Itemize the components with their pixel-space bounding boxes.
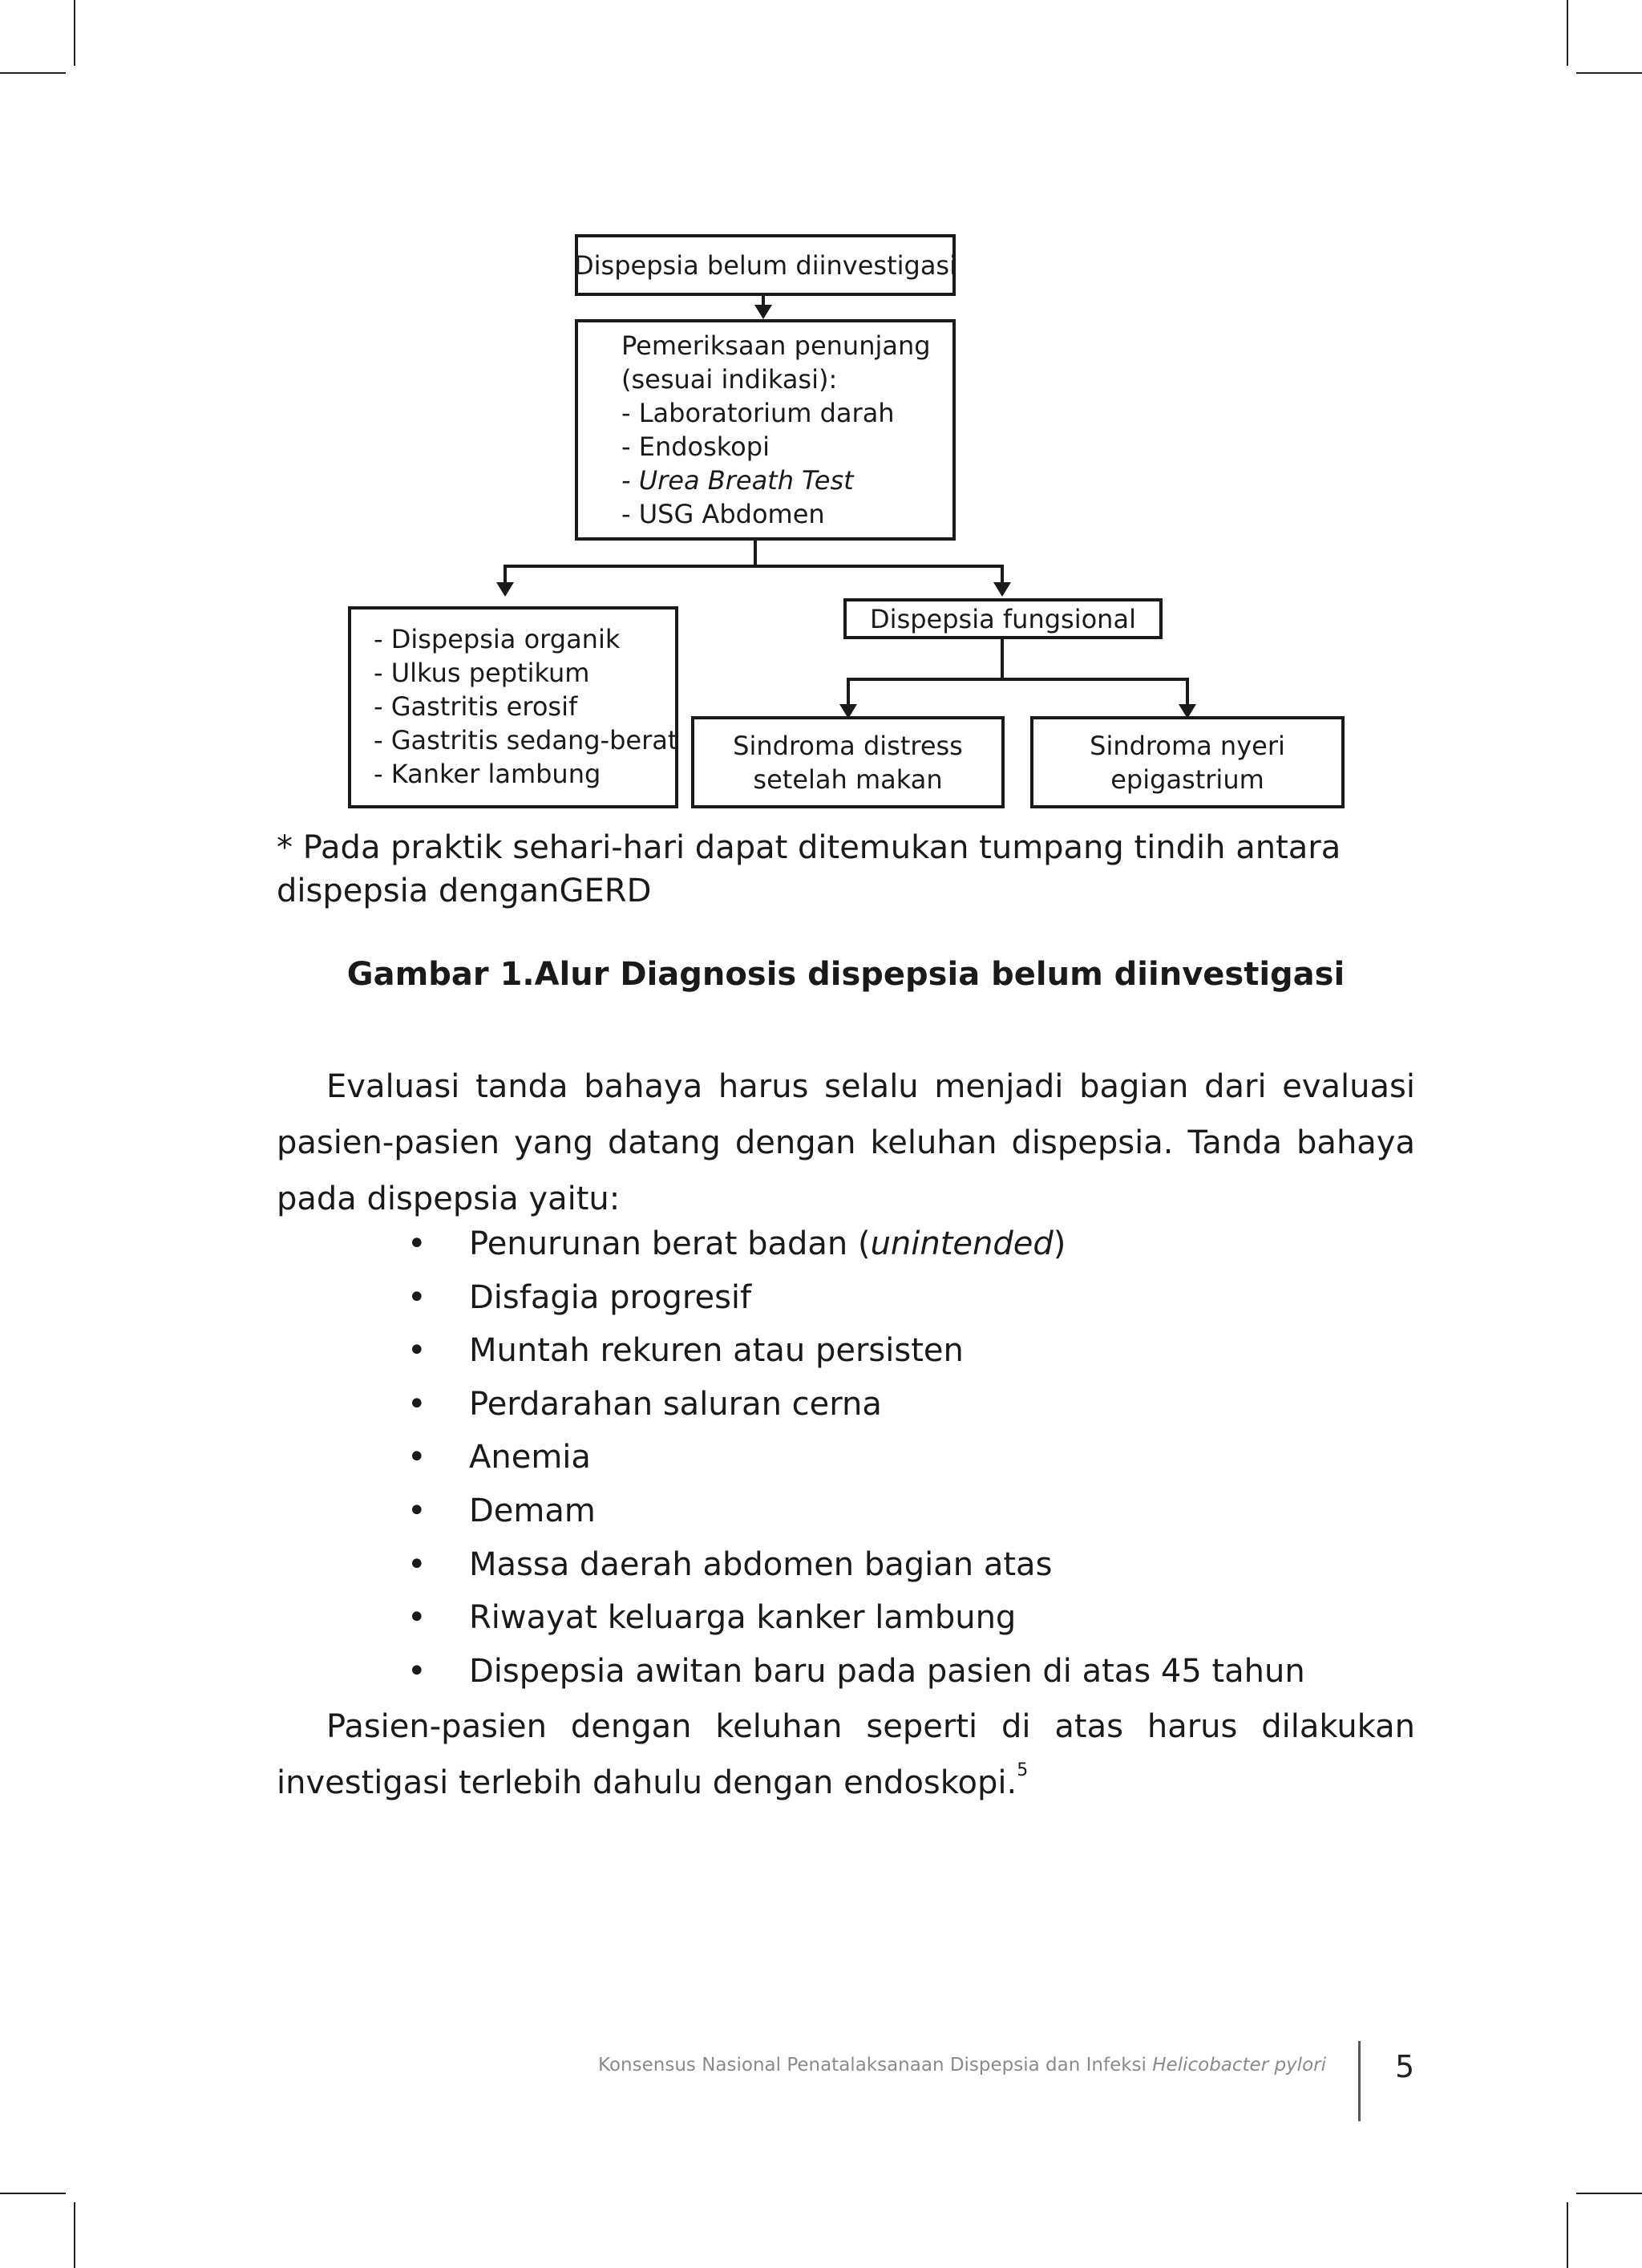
bullet-icon: • (407, 1332, 427, 1370)
eps-line: epigastrium (1110, 763, 1264, 795)
crop-mark (1567, 2202, 1568, 2268)
flow-eps-box (1030, 716, 1345, 808)
list-item: • Massa daerah abdomen bagian atas (401, 1538, 1305, 1592)
exam-item: - USG Abdomen (621, 499, 825, 529)
figure-caption: Gambar 1.Alur Diagnosis dispepsia belum diinvestigasi (346, 956, 1345, 993)
exam-title: Pemeriksaan penunjang (621, 330, 931, 361)
list-item: • Disfagia progresif (401, 1271, 1305, 1325)
exam-item: - Laboratorium darah (621, 398, 895, 428)
exam-item: - Endoskopi (621, 431, 770, 462)
organic-item: - Gastritis sedang-berat (374, 725, 678, 755)
crop-mark (74, 2202, 75, 2268)
bullet-icon: • (407, 1385, 427, 1423)
list-item: • Riwayat keluarga kanker lambung (401, 1591, 1305, 1645)
flow-exam-box (575, 319, 956, 541)
bullet-icon: • (407, 1439, 427, 1476)
exam-item: - Urea Breath Test (621, 465, 854, 496)
paragraph-conclusion (277, 1699, 1415, 1811)
reference-superscript: 5 (1017, 1760, 1029, 1780)
bullet-icon: • (407, 1652, 427, 1690)
crop-mark (0, 2193, 66, 2194)
running-footer: Konsensus Nasional Penatalaksanaan Dispepsia dan Infeksi Helicobacter pylori (598, 2055, 1326, 2076)
list-item: • Anemia (401, 1431, 1305, 1484)
organic-item: - Dispepsia organik (374, 624, 621, 654)
paragraph-intro (277, 1059, 1415, 1227)
crop-mark (1576, 2193, 1642, 2194)
list-item: • Demam (401, 1484, 1305, 1538)
footer-divider (1358, 2041, 1361, 2121)
organic-item: - Kanker lambung (374, 759, 601, 789)
flow-organic-box (348, 606, 678, 808)
eps-line: Sindroma nyeri (1090, 730, 1285, 761)
bullet-icon: • (407, 1545, 427, 1583)
flow-start-box (575, 234, 956, 296)
list-item: • Penurunan berat badan (unintended) (401, 1217, 1305, 1271)
diagnosis-flowchart (0, 0, 1642, 818)
organic-item: - Gastritis erosif (374, 691, 578, 722)
page-number: 5 (1395, 2049, 1415, 2084)
paragraph-intro-text: Evaluasi tanda bahaya harus selalu menjadi bagian dari evaluasi pasien-pasien yang datang dengan keluhan dispepsia. Tanda bahaya pada dispepsia yaitu: (277, 1068, 1415, 1217)
functional-label: Dispepsia fungsional (870, 603, 1136, 634)
bullet-icon: • (407, 1599, 427, 1637)
bullet-icon: • (407, 1278, 427, 1316)
bullet-icon: • (407, 1225, 427, 1262)
figure-footnote: * Pada praktik sehari-hari dapat ditemukan tumpang tindih antara dispepsia denganGERD (277, 829, 1341, 909)
warning-sign-list (401, 1217, 1305, 1698)
list-item: • Perdarahan saluran cerna (401, 1378, 1305, 1432)
list-item: • Muntah rekuren atau persisten (401, 1324, 1305, 1378)
exam-subtitle: (sesuai indikasi): (621, 364, 838, 395)
flow-pds-box (691, 716, 1005, 808)
pds-line: setelah makan (753, 763, 943, 795)
pds-line: Sindroma distress (733, 730, 963, 761)
flow-functional-box (843, 598, 1163, 639)
organic-item: - Ulkus peptikum (374, 658, 590, 688)
flow-start-label: Dispepsia belum diinvestigasi (574, 249, 956, 281)
list-item: • Dispepsia awitan baru pada pasien di atas 45 tahun (401, 1645, 1305, 1699)
bullet-icon: • (407, 1492, 427, 1529)
paragraph-conclusion-text: Pasien-pasien dengan keluhan seperti di atas harus dilakukan investigasi terlebih dahulu dengan endoskopi. (277, 1708, 1415, 1801)
